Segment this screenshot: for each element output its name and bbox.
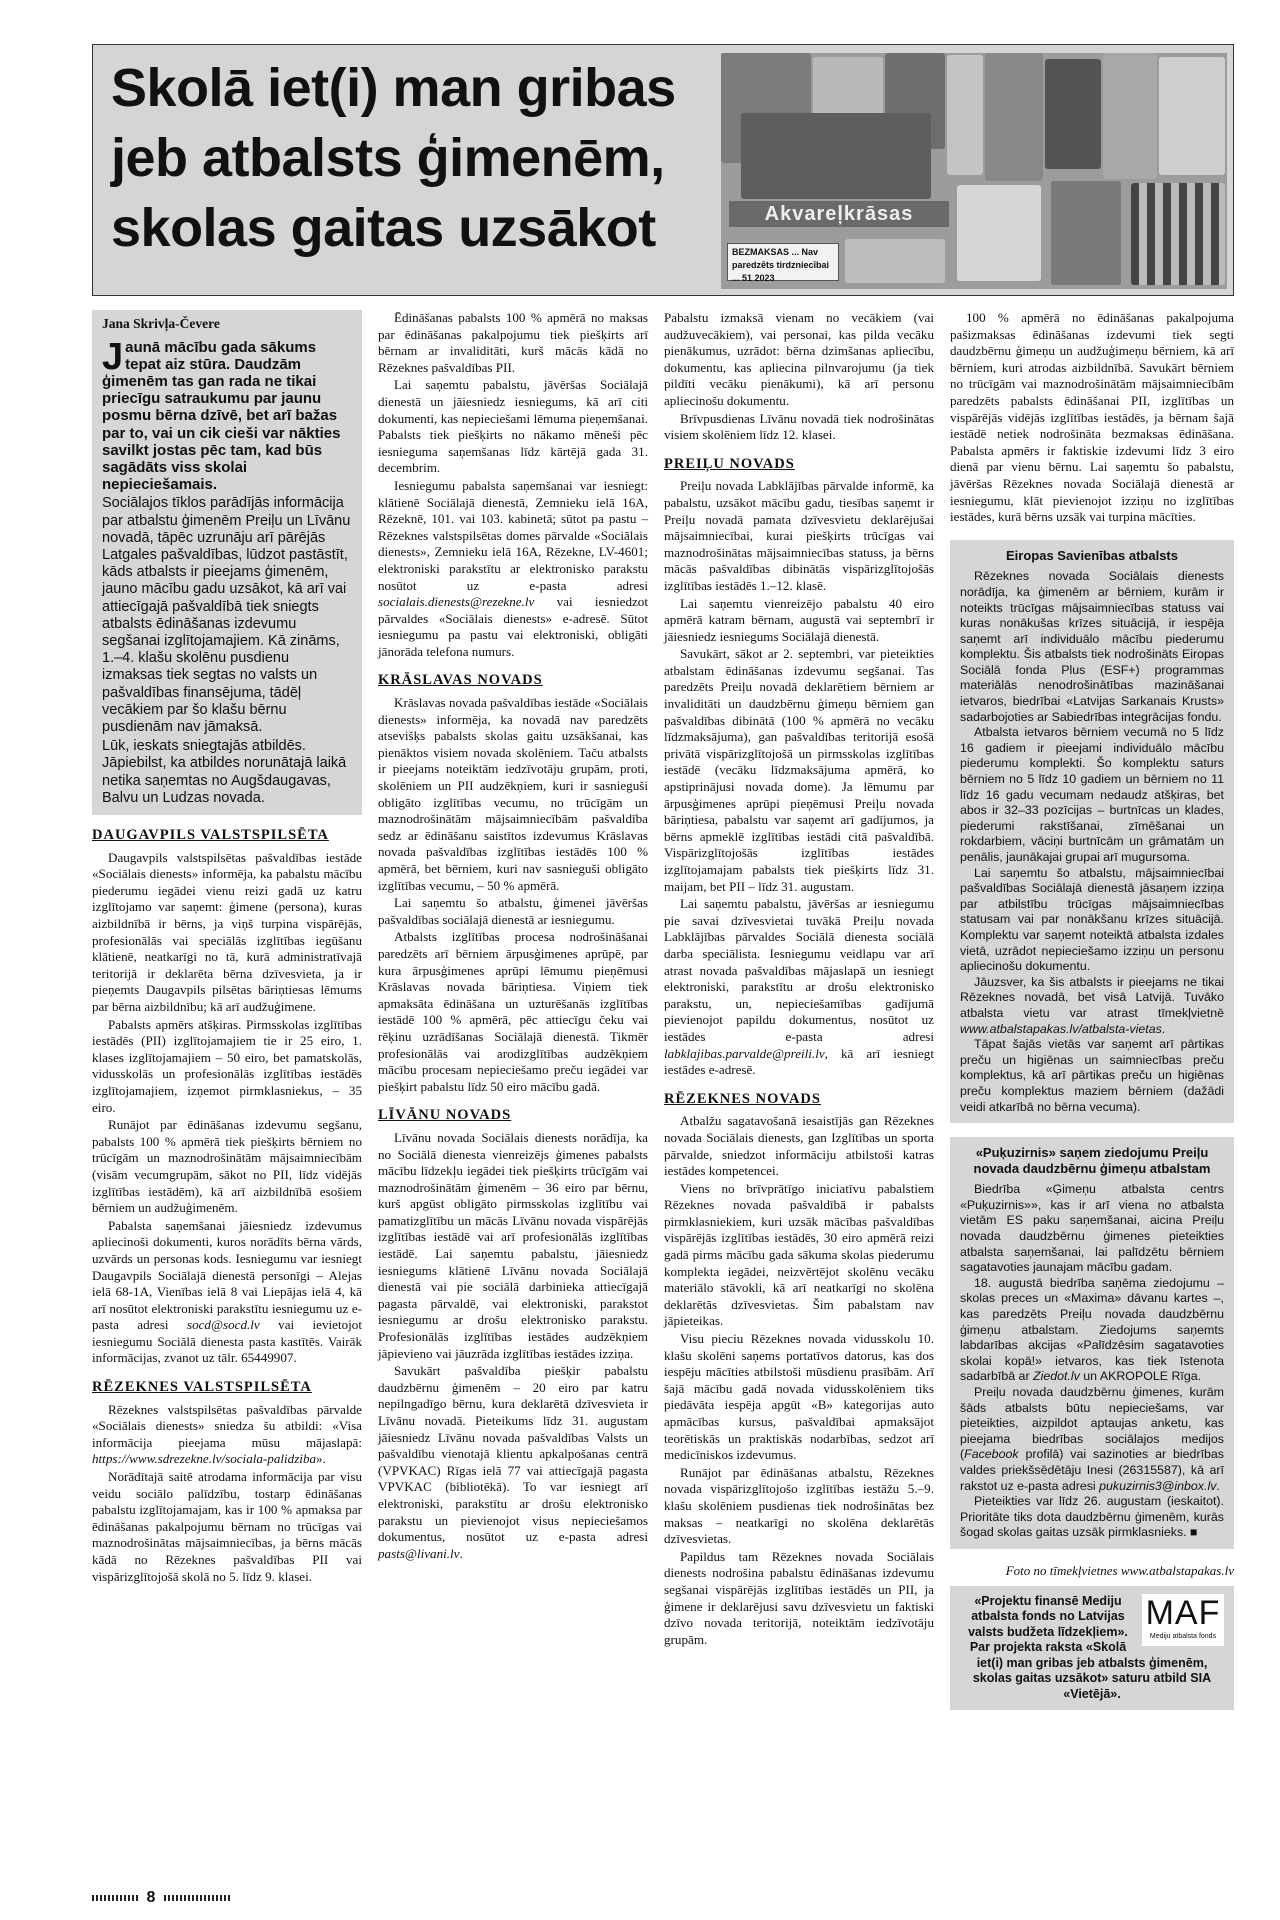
maf-logo: MAF Mediju atbalsta fonds (1142, 1594, 1224, 1646)
paragraph: Pabalsta saņemšanai jāiesniedz izdevumus apliecinoši dokumenti, kuros norādīts bērna vārds, uzvārds un personas kods. Iesniegumu var iesniegt Daugavpils Sociālajā dienestā personīgi – Alejas ielā 68-1A, Vienības ielā 8 vai Liepājas ielā 4, kā arī nosūtot elektroniski parakstītu iesniegumu uz e-pasta adresi socd@socd.lv vai ievietojot iesniegumu Sociālā dienesta pasta kastītēs. Vairāk informācijas, zvanot uz tālr. 65449907. (92, 1217, 362, 1366)
paragraph: Papildus tam Rēzeknes novada Sociālais dienests nodrošina pabalstu ēdināšanas izdevumu segšanai vispārējās izglītības iestādēs un PII, ja ģimene ir deklarējusi savu dzīvesvietu un faktiski dzīvo novada teritorijā, noteiktām iedzīvotāju grupām. (664, 1548, 934, 1647)
box-paragraph: Biedrība «Ģimeņu atbalsta centrs «Puķuzirnis»», kas ir arī viena no atbalsta vietām ES paku saņemšanai, aicina Preiļu novada daudzbērnu ģimenes pieteikties atbalsta saņemšanai, lai palīdzētu bērniem sagatavoties jaunajam mācību gadam. (960, 1182, 1224, 1275)
column-2 (378, 310, 648, 1563)
box-paragraph: Pieteikties var līdz 26. augustam (ieskaitot). Prioritāte tiks dota daudzbērnu ģimenēm, kurās šogad skolas gaitas uzsāk pirmklasnieks. ■ (960, 1494, 1224, 1540)
url-link[interactable]: www.atbalstapakas.lv/atbalsta-vietas (960, 1021, 1162, 1036)
paragraph: Savukārt, sākot ar 2. septembri, var pieteikties atbalstam ēdināšanas izdevumu segšanai. Tas paredzēts Preiļu novadā deklarētiem bērniem ar invaliditāti un daudzbērnu ģimeņu bērniem gan pašvaldības dibinātā (100 % apmērā no vecāku līdzmaksājuma), gan pašvaldības teritorijā esošā privātā vispārizglītojošā un pirmsskolas izglītības iestādē (vecāku līdzmaksājuma apmērā, ko apstiprinājusi novada dome). Ja lēmumu par ārpusģimenes aprūpi pieņēmusi Preiļu novada bāriņtiesa, pabalstu var saņemt arī gadījumos, ja bērns apmeklē izglītības iestādi citā pašvaldībā. Vispārizglītojošās izglītības iestādes izglītojamajam pabalsts tiek piešķirts līdz 31. maijam, bet PII – līdz 31. augustam. (664, 646, 934, 894)
column-1 (92, 310, 362, 1586)
email-link[interactable]: pasts@livani.lv (378, 1545, 460, 1561)
newspaper-page (92, 44, 1234, 1906)
section-title: DAUGAVPILS VALSTSPILSĒTA (92, 827, 329, 844)
headline: Skolā iet(i) man gribas jeb atbalsts ģimenēm, skolas gaitas uzsākot (111, 58, 676, 258)
funding-credit (950, 1586, 1234, 1711)
paragraph: Brīvpusdienas Līvānu novadā tiek nodrošinātas visiem skolēniem līdz 12. klasei. (664, 410, 934, 443)
paragraph: Lai saņemtu pabalstu, jāvēršas ar iesniegumu pie savai dzīvesvietai tuvākā Preiļu novada Labklājības pārvaldes Sociālā dienesta sociālā darba speciālista. Iesniegumu veidlapu var arī atrast novada pašvaldības mājaslapā un iesniegt elektroniski, parakstītu ar drošu elektronisko parakstu, un, nepieciešamības gadījumā pievienojot papildu dokumentus, nosūtot uz iestādes e-pasta adresi labklajibas.parvalde@preili.lv, kā arī iesniegt iestādes e-adresē. (664, 896, 934, 1078)
box-paragraph: Jāuzsver, ka šis atbalsts ir pieejams ne tikai Rēzeknes novadā, bet visā Latvijā. Tuvāko atbalsta vietu var atrast tīmekļvietnē www.atbalstapakas.lv/atbalsta-vietas. (960, 974, 1224, 1036)
paragraph: Atbalsts izglītības procesa nodrošināšanai paredzēts arī bērniem ārpusģimenes aprūpē, par kura ārpusģimenes aprūpi lēmumu pieņēmusi Krāslavas novada bāriņtiesa. Viņiem tiek apmaksāta ēdināšana un uzturēšanās izglītības iestādē 100 % apmērā, pēc attiecīgu čeku vai rēķinu uzrādīšanas Sociālajā dienestā. Tikmēr profesionālās vai arodizglītības audzēkņiem mācību procesam nepieciešamo preču iegādei var piešķirt pabalstu līdz 50 eiro mācību gadā. (378, 929, 648, 1094)
paragraph: Krāslavas novada pašvaldības iestāde «Sociālais dienests» informēja, ka novadā nav paredzēts atsevišķs pabalsts skolas gaitu uzsākšanai, kas pienāktos visiem novada skolēniem. Taču atbalsts ir pieejams noteiktām iedzīvotāju grupām, proti, skolēniem un PII audzēkņiem, kuri ir sasnieguši obligāto izglītības vecumu, no trūcīgām un maznodrošinātām mājsaimniecībām pašvaldība sedz ar ēdināšanu saistītos izdevumus Krāslavas novada pašvaldības izglītības iestādēs 100 % apmērā, bet bērniem, kuri nav sasnieguši obligāto izglītības vecumu, – 50 % apmērā. (378, 695, 648, 893)
paragraph: Atbalžu sagatavošanā iesaistījās gan Rēzeknes novada Sociālais dienests, gan Izglītības un sporta pārvalde, sniedzot informāciju atbilstoši katras iestādes kompetencei. (664, 1113, 934, 1179)
paragraph: Norādītajā saitē atrodama informācija par visu veidu sociālo palīdzību, tostarp ēdināšanas pabalstu izglītojamajam, kas ir 100 % apmaksa par ēdināšanas pakalpojumu bērnam no trūcīgas vai maznodrošinātas mājsaimniecības, ja bērns mācās kādā no Rēzeknes pašvaldības PII vai vispārizglītojošā skolā no 5. līdz 9. klasei. (92, 1469, 362, 1584)
box-paragraph: Preiļu novada daudzbērnu ģimenes, kurām šāds atbalsts būtu nepieciešams, var pieteikties, aizpildot aptaujas anketu, kas pieejama biedrības sociālajos medijos (Facebook profilā) vai sazinoties ar biedrības valdes priekšsēdētāju Inesi (26315587), kā arī rakstot uz e-pasta adresi pukuzirnis3@inbox.lv. (960, 1385, 1224, 1493)
column-3 (664, 310, 934, 1649)
box-title: «Puķuzirnis» saņem ziedojumu Preiļu novada daudzbērnu ģimeņu atbalstam (973, 1145, 1211, 1176)
section-title: LĪVĀNU NOVADS (378, 1107, 512, 1124)
box-paragraph: Lai saņemtu šo atbalstu, mājsaimniecībai pašvaldības Sociālajā dienestā jāsaņem izziņa par atbilstību trūcīgas mājsaimniecības statusam vai par nonākšanu krīzes situācijā. Komplektu var saņemt noteiktā atbalsta izdales vietā, uzrādot nepieciešamo izziņu un personu apliecinošu dokumentu. (960, 865, 1224, 974)
section-title: KRĀSLAVAS NOVADS (378, 672, 543, 689)
paragraph: Viens no brīvprātīgo iniciatīvu pabalstiem Rēzeknes novada pašvaldībā ir pabalsts pirmklasniekiem, kuri uzsāk mācības pašvaldības vispārējās izglītības iestādēs, 30 eiro apmērā reizi gadā pirms mācību gada sākuma skolas piederumu komplekta iegādei, neizvērtējot skolēnu vecāku materiālo stāvokli, kā arī neatkarīgi no skolēna deklarētās dzīvesvietas. Šim pabalstam nav jāpieteikas. (664, 1180, 934, 1329)
box-paragraph: Tāpat šajās vietās var saņemt arī pārtikas preču un higiēnas un saimniecības preču komplektus, kā arī pārtikas preču un higiēnas preču komplektus maziem bērniem (dažādi veidi atkarībā no bērna vecuma). (960, 1037, 1224, 1114)
photo-caption: Foto no tīmekļvietnes www.atbalstapakas.lv (1005, 1562, 1234, 1578)
watercolor-label: Akvareļkrāsas (729, 201, 949, 227)
eu-support-box (950, 540, 1234, 1123)
box-paragraph: Rēzeknes novada Sociālais dienests norādīja, ka ģimenēm ar bērniem, kurām ir noteikts trūcīgas mājsaimniecības statuss vai kuras nonākušas krīzes situācijā, ir iespēja saņemt arī individuālo mācību piederumu komplektu. Šis atbalsts tiek nodrošināts Eiropas Sociālā fonda Plus (ESF+) programmas materiālās nenodrošinātības mazināšanai ietvaros, biedrībai «Latvijas Sarkanais Krusts» sadarbojoties ar Sabiedrības integrācijas fondu. (960, 569, 1224, 724)
paragraph: Daugavpils valstspilsētas pašvaldības iestāde «Sociālais dienests» informēja, ka pabalstu mācību piederumu iegādei vienu reizi gadā uz katru izglītojamo var saņemt: ģimene (persona), kuras aizbildnībā ir bērns, ja viņš turpina vispārējās, profesionālās vai speciālās izglītības iegūšanu klātienē, neatkarīgi no tā, kurā administratīvajā teritorijā ir deklarēta bērna dzīvesvieta, ja ir pieņemts Daugavpils pilsētas bāriņtiesas lēmums par bērna aizbildnību; kā arī audžuģimene. (92, 849, 362, 1015)
school-supplies-photo (721, 53, 1227, 289)
author: Jana Skrivļa-Čevere (102, 316, 220, 331)
url-link[interactable]: https://www.sdrezekne.lv/sociala-palidziba (92, 1451, 317, 1467)
paragraph: Pabalsts apmērs atšķiras. Pirmsskolas izglītības iestādēs (PII) izglītojamajiem tie ir 25 eiro, 1. klases izglītojamajiem – 50 eiro, bet pamatskolās, vidusskolās un profesionālās izglītības iestādēs izglītojamajiem, izņemot pirmklasniekus, – 35 eiro. (92, 1016, 362, 1115)
box-paragraph: 18. augustā biedrība saņēma ziedojumu – skolas preces un «Maxima» dāvanu kartes –, kas paredzēts Preiļu novada daudzbērnu ģimeņu atbalstam. Ziedojums saņemts labdarības akcijas «Palīdzēsim sagatavoties skolai kopā!» ietvaros, kas tiek īstenota sadarbībā ar Ziedot.lv un AKROPOLE Rīga. (960, 1275, 1224, 1384)
lead-bold: Jaunā mācību gada sākums tepat aiz stūra. Daudzām ģimenēm tas gan rada ne tikai priecīgu satraukumu par jaunu posmu bērna dzīvē, bet arī bažas par to, vai un cik cieši var nākties savilkt jostas pēc tam, kad būs sagādāts viss skolai nepieciešamais. (102, 335, 341, 494)
paragraph: Runājot par ēdināšanas atbalstu, Rēzeknes novada vispārizglītojošo izglītības iestāžu 5.–9. klašu skolēniem pusdienas tiek nodrošinātas bez maksas – neatkarīgi no skolēna deklarētās dzīvesvietas. (664, 1464, 934, 1547)
dropcap: J (102, 335, 124, 378)
paragraph: Rēzeknes valstspilsētas pašvaldības pārvalde «Sociālais dienests» sniedza šu atbildi: «Visa informācija pieejama mūsu mājaslapā: https://www.sdrezekne.lv/sociala-palidziba». (92, 1401, 362, 1467)
paragraph: Iesniegumu pabalsta saņemšanai var iesniegt: klātienē Sociālajā dienestā, Zemnieku ielā 16A, Rēzeknē, 101. vai 103. kabinetā; sūtot pa pastu – Rēzeknes valstspilsētas domes pārvalde «Sociālais dienests», Zemnieku ielā 16A, Rēzekne, LV-4601; elektroniski parakstītu ar elektronisko parakstu nosūtot uz e-pasta adresi socialais.dienests@rezekne.lv vai iesniedzot pārvaldes «Sociālais dienests» e-adresē. Sūtot iesniegumu pa pastu vai elektroniski, obligāti jānorāda telefona numurs. (378, 477, 648, 659)
lead-box (92, 310, 362, 815)
end-mark: ■ (1190, 1525, 1198, 1540)
email-link[interactable]: pukuzirnis3@inbox.lv (1099, 1478, 1217, 1493)
column-4 (950, 310, 1234, 1710)
paragraph: Visu pieciu Rēzeknes novada vidusskolu 10. klašu skolēni saņems portatīvos datorus, kas dos iespēju mācīties atbilstoši mūsdienu prasībām. Arī šajā mācību gadā novada vidusskolēniem tiks piedāvāta iespēja apgūt «B» kategorijas auto apmācības kursus, pašvaldībai apmaksājot teorētiskās un praktiskās nodarbības, sedzot arī medicīniskos izdevumus. (664, 1331, 934, 1463)
section-title: RĒZEKNES VALSTSPILSĒTA (92, 1379, 312, 1396)
paragraph: Lai saņemtu vienreizējo pabalstu 40 eiro apmērā katram bērnam, augustā vai septembrī ir jāiesniedz iesniegums Sociālajā dienestā. (664, 595, 934, 644)
credit-text: «Projektu finansē Mediju atbalsta fonds no Latvijas valsts budžeta līdzekļiem». Par projekta raksta «Skolā iet(i) man gribas jeb atbalsts ģimenēm, skolas gaitas uzsākot» saturu atbild SIA «Vietējā». (968, 1593, 1212, 1701)
section-title: PREIĻU NOVADS (664, 455, 795, 472)
email-link[interactable]: labklajibas.parvalde@preili.lv (664, 1045, 825, 1061)
paragraph: Līvānu novada Sociālais dienests norādīja, ka no Sociālā dienesta vienreizējs ģimenes pabalsts mācību līdzekļu iegādei tiek piešķirts trūcīgām vai maznodrošinātām ģimenēm – 36 eiro par bērnu, kurš apgūst obligāto pirmsskolas izglītību vai pamatizglītību un mācās Līvānu novada vispārējās izglītības iestādē vai arī profesionālās izglītības iestādē. Lai saņemtu pabalstu, jāiesniedz iesniegums klātienē Līvānu novada Sociālajā dienestā vai pie sociālā darbinieka attiecīgajā pagasta pārvaldē, vai elektroniski, parakstot iesniegumu ar drošu elektronisko parakstu. Profesionālās izglītības iestādes audzēkņiem jāpievieno vai jāuzrāda izglītības iestādes izziņa. (378, 1129, 648, 1361)
paragraph: Lai saņemtu šo atbalstu, ģimenei jāvēršas pašvaldības sociālajā dienestā ar iesniegumu. (378, 895, 648, 927)
article-header (92, 44, 1234, 296)
paragraph: Ēdināšanas pabalsts 100 % apmērā no maksas par ēdināšanas pakalpojumu tiek piešķirts arī bērnam ar invaliditāti, kurš mācās kādā no Rēzeknes pašvaldības PII. (378, 310, 648, 375)
free-tag: BEZMAKSAS ... Nav paredzēts tirdzniecībai ... 51 2023 (727, 243, 839, 281)
paragraph: Pabalstu izmaksā vienam no vecākiem (vai audžuvecākiem), vai personai, kas pilda vecāku pienākumus, uzrādot: bērna dzimšanas apliecību, dokumentu, kas apliecina pilnvarojumu (ja tiek pildīti vecāku pienākumi), kā arī personu apliecinošu dokumentu. (664, 310, 934, 408)
page-footer (92, 1888, 232, 1906)
box-title: Eiropas Savienības atbalsts (1006, 547, 1178, 563)
box-paragraph: Atbalsta ietvaros bērniem vecumā no 5 līdz 16 gadiem ir pieejami individuālo mācību piederumu komplekti. Šo komplektu saturs bērniem no 5 līdz 10 gadiem un bērniem no 11 līdz 16 gadu vecumam nedaudz atšķiras, bet abos ir 32–33 pozīcijas – burtnīcas un klades, piederumi rakstīšanai, zīmēšanai un rokdarbiem, vāciņi burtnīcām un grāmatām un penālis, jaunākajai grupai arī mugursoma. (960, 725, 1224, 864)
paragraph: Lai saņemtu pabalstu, jāvēršas Sociālajā dienestā un jāiesniedz iesniegums, kā arī citi dokumenti, kas nepieciešami lēmuma pieņemšanai. Pabalsts tiek piešķirts no nākamo mēneši pēc iesnieguma saņemšanas līdz kārtējā gada 31. decembrim. (378, 377, 648, 476)
email-link[interactable]: socialais.dienests@rezekne.lv (378, 594, 535, 610)
paragraph: Runājot par ēdināšanas izdevumu segšanu, pabalsts 100 % apmērā tiek piešķirts bērniem no trūcīgām un maznodrošinātām mājsaimniecībām (visām vecumgrupām, sākot no PII, līdz vidējās izglītības iestādēm), kā arī aizbildnībā esošiem bērniem un audžuģimenēm. (92, 1117, 362, 1216)
lead-paragraph: Lūk, ieskats sniegtajās atbildēs. Jāpiebilst, ka atbildes norunātajā laikā netika saņemtas no Augšdaugavas, Balvu un Ludzas novada. (102, 738, 347, 806)
paragraph: Preiļu novada Labklājības pārvalde informē, ka pabalstu, uzsākot mācību gadu, tiesības saņemt ir Preiļu novadā pamata dzīvesvietu deklarējušai mājsaimniecībai, kurai piešķirts trūcīgas vai maznodrošinātas mājsaimniecības statuss, ja bērns mācās pašvaldības dibinātās vispārizglītojošās izglītības iestādēs 1.–12. klasē. (664, 478, 934, 593)
ziedot-link[interactable]: Ziedot.lv (1033, 1369, 1080, 1384)
section-title: RĒZEKNES NOVADS (664, 1090, 821, 1107)
lead-paragraph: Sociālajos tīklos parādījās informācija par atbalstu ģimenēm Preiļu un Līvānu novadā, tāpēc uzrunāju arī pārējās Latgales pašvaldības, lūdzot pastāstīt, kāds atbalsts ir pieejams ģimenēm, jauno mācību gadu uzsākot, kā arī vai attiecīgajā pašvaldībā tiek sniegts atbalsts ēdināšanas izdevumu segšanai izglītojamajiem. Kā zināms, 1.–4. klašu skolēnu pusdienu izmaksas tiek segtas no valsts un pašvaldības finansējuma, tādēļ vecākiem par šo klašu bērnu pusdienām nav jāmaksā. (102, 495, 351, 736)
paragraph: Savukārt pašvaldība piešķir pabalstu daudzbērnu ģimenēm – 20 eiro par katru nepilngadīgo bērnu, kura deklarētā dzīvesvieta ir Līvānu novadā. Pieteikums līdz 31. augustam jāiesniedz Līvānu novada pašvaldības Valsts un pašvaldību vienotajā klientu apkalpošanas centrā (VPVKAC) Rīgas ielā 77 vai attiecīgajā pagasta VPVKAC (bibliotēkā). To var iesniegt arī elektroniski, parakstītu ar drošu elektronisko parakstu un pievienojot visus nepieciešamos dokumentus, nosūtot uz e-pasta adresi pasts@livani.lv. (378, 1363, 648, 1561)
pukuzirnis-box (950, 1137, 1234, 1549)
paragraph: 100 % apmērā no ēdināšanas pakalpojuma pašizmaksas ēdināšanas izdevumi tiek segti daudzbērnu ģimeņu un audžuģimeņu bērniem, kā arī bērniem, kuri atrodas aizbildnībā. Savukārt bērniem no trūcīgām vai maznodrošinātām mājsaimniecībām paredzēts pabalsts ēdināšanai PII, izglītības un vispārējās vidējās izglītības iestādēs, ja bērnam šajā iestādē netiek nodrošināta bezmaksas ēdināšana. Pabalsta apmērs ir faktiskie izdevumi līdz 3 eiro dienā par vienu bērnu. Lai saņemtu šo pabalstu, jāvēršas Rēzeknes novada Sociālajā dienestā ar iesniegumu, klāt pievienojot izziņu no izglītības iestādes, kurā bērns uzsāk vai turpina mācīties. (950, 310, 1234, 525)
page-number: 8 (138, 1888, 164, 1908)
email-link[interactable]: socd@socd.lv (186, 1317, 260, 1333)
